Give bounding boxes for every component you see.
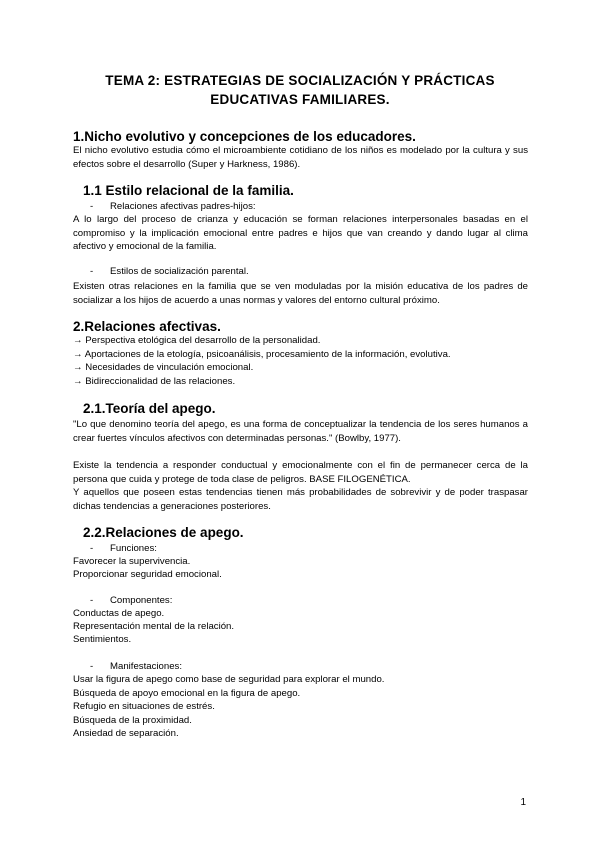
section-1-heading: 1.Nicho evolutivo y concepciones de los educadores. [73,129,416,144]
title-line-1: TEMA 2: ESTRATEGIAS DE SOCIALIZACIÓN Y PRÁCTICAS [105,73,495,88]
bullet-label: Componentes: [110,595,173,606]
section-1-1-heading: 1.1 Estilo relacional de la familia. [83,183,294,198]
list-item: Proporcionar seguridad emocional. [73,569,222,580]
dash-marker: - [90,661,94,672]
bowlby-quote: "Lo que denomino teoría del apego, es una forma de conceptualizar la tendencia de los seres humanos a crear fuertes vínculos afectivos con determinadas personas." (Bowlby, 1977). [73,419,528,444]
section-2-1-heading: 2.1.Teoría del apego. [83,401,216,416]
list-item: → Necesidades de vinculación emocional. [73,362,254,373]
bullet-manifestaciones [90,660,182,674]
list-item: Refugio en situaciones de estrés. [73,701,215,712]
section-2-heading: 2.Relaciones afectivas. [73,319,221,334]
title-line-2: EDUCATIVAS FAMILIARES. [210,92,390,107]
list-item: → Perspectiva etológica del desarrollo de la personalidad. [73,335,321,346]
list-item: Búsqueda de apoyo emocional en la figura de apego. [73,688,301,699]
section-2-1-paragraph-1: Existe la tendencia a responder conductual y emocionalmente con el fin de permanecer cerca de la persona que cuida y protege de toda clase de peligros. BASE FILOGENÉTICA. [73,460,528,485]
bullet-label: Estilos de socialización parental. [110,266,249,277]
section-1-1-paragraph-2: Existen otras relaciones en la familia que se ven moduladas por la misión educativa de los padres de socializar a los hijos de acuerdo a unas normas y valores del entorno cultural próximo. [73,281,528,306]
bullet-label: Funciones: [110,543,157,554]
dash-marker: - [90,201,94,212]
list-item: → Bidireccionalidad de las relaciones. [73,376,236,387]
bullet-relaciones-afectivas [90,200,256,214]
section-1-paragraph: El nicho evolutivo estudia cómo el microambiente cotidiano de los niños es modelado por la cultura y sus efectos sobre el desarrollo (Super y Harkness, 1986). [73,145,528,170]
list-item: Ansiedad de separación. [73,728,179,739]
list-item: Sentimientos. [73,634,132,645]
bullet-label: Manifestaciones: [110,661,182,672]
list-item: → Aportaciones de la etología, psicoanálisis, procesamiento de la información, evolutiva. [73,349,451,360]
dash-marker: - [90,595,94,606]
section-1-1-paragraph-1: A lo largo del proceso de crianza y educación se forman relaciones interpersonales basadas en el compromiso y la implicación emocional entre padres e hijos que van creando y dando lugar al clima afectivo y emocional de la familia. [73,214,528,252]
list-item: Búsqueda de la proximidad. [73,715,192,726]
dash-marker: - [90,543,94,554]
section-2-1-paragraph-2: Y aquellos que poseen estas tendencias tienen más probabilidades de sobrevivir y de poder traspasar dichas tendencias a generaciones posteriores. [73,487,528,512]
list-item: Representación mental de la relación. [73,621,235,632]
bullet-componentes [90,594,172,608]
list-item: Conductas de apego. [73,608,165,619]
page-title [60,71,540,109]
bullet-label: Relaciones afectivas padres-hijos: [110,201,256,212]
bullet-estilos-socializacion [90,265,249,279]
bullet-funciones [90,542,157,556]
dash-marker: - [90,266,94,277]
page-number: 1 [520,797,526,808]
list-item: Usar la figura de apego como base de seguridad para explorar el mundo. [73,674,385,685]
section-2-2-heading: 2.2.Relaciones de apego. [83,525,244,540]
list-item: Favorecer la supervivencia. [73,556,191,567]
